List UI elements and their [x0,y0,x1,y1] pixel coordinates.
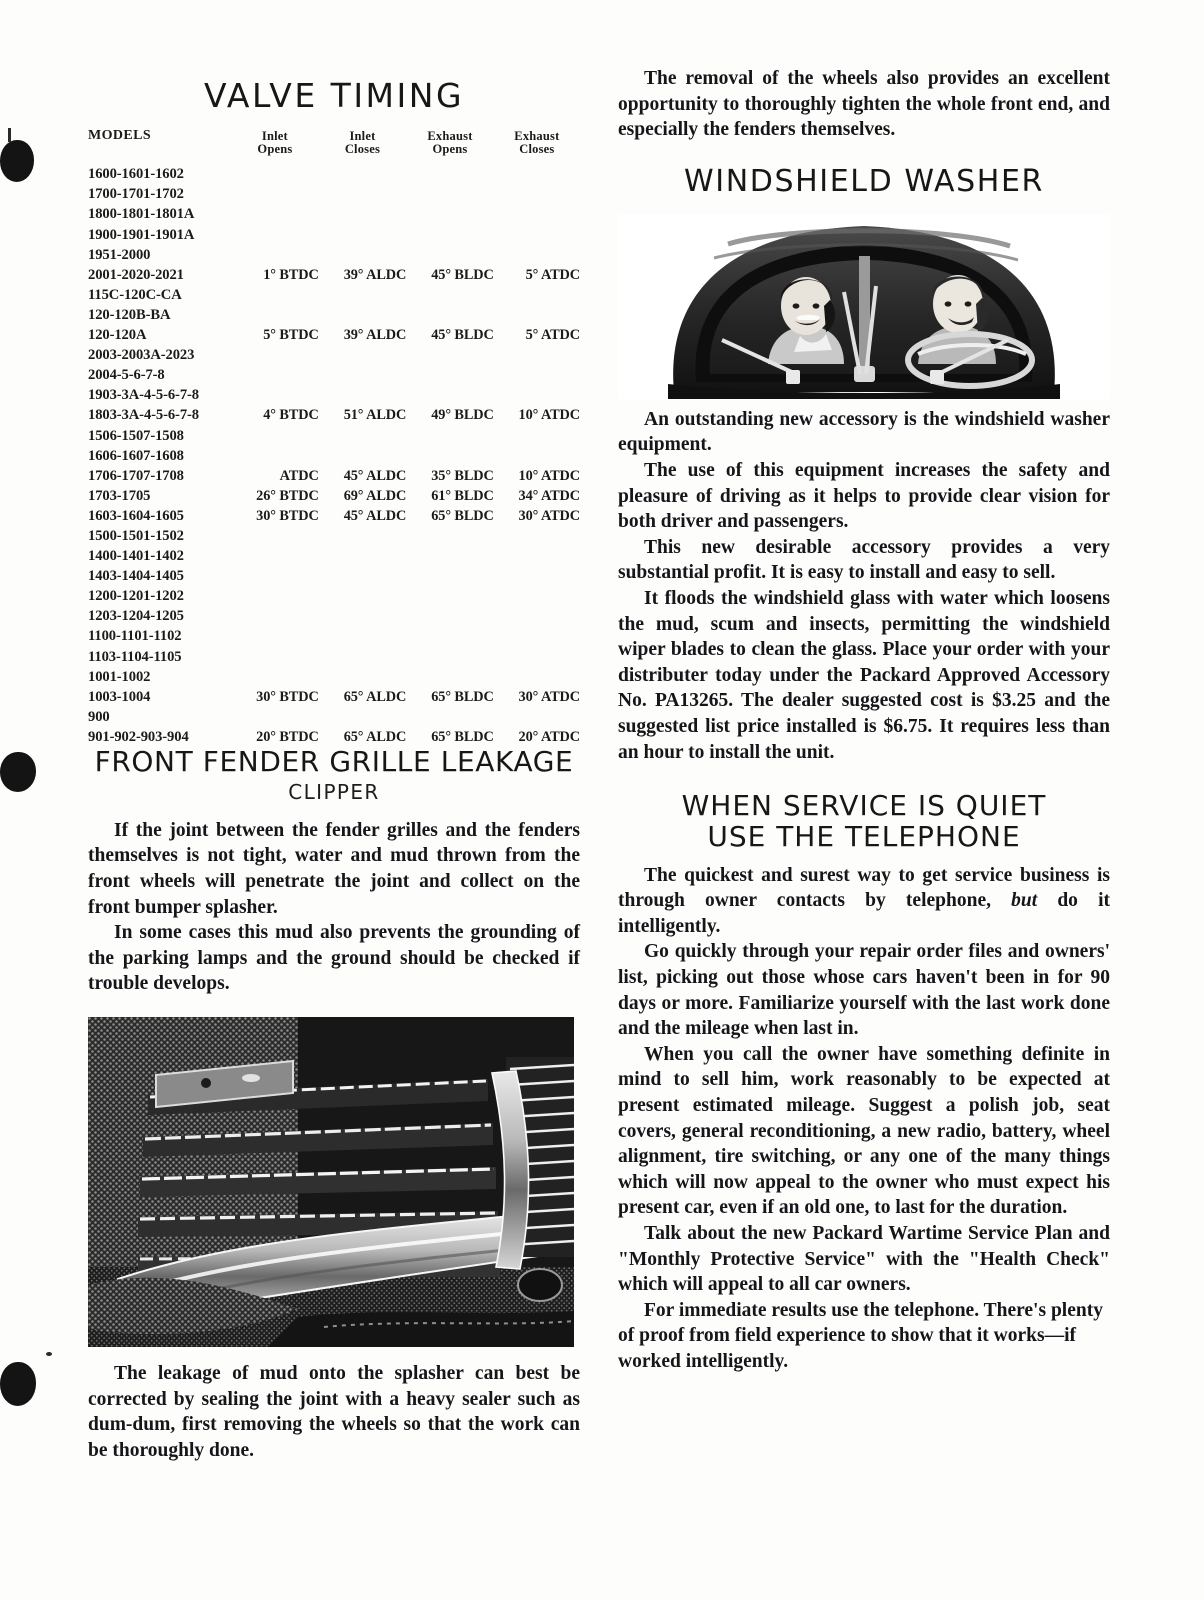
model-cell: 1200-1201-1202 [88,588,184,605]
inlet-closes-cell [319,647,407,667]
table-row [88,586,580,606]
telephone-heading-line-2: USE THE TELEPHONE [707,819,1021,853]
model-cell: 1203-1204-1205 [88,608,184,625]
telephone-p1-post: do it intelligently. [618,890,1110,937]
inlet-closes-cell [319,184,407,204]
table-row [88,265,580,285]
exhaust-opens-cell [406,446,494,466]
exhaust-opens-cell [406,546,494,566]
inlet-opens-cell [231,225,319,245]
exhaust-closes-cell: 34° ATDC [518,487,580,504]
exhaust-opens-cell [406,626,494,646]
table-row [88,446,580,466]
exhaust-closes-cell [494,606,580,626]
right-column [618,66,1110,1375]
inlet-opens-cell: 4° BTDC [263,407,319,424]
exhaust-opens-cell: 65° BLDC [431,688,494,705]
telephone-paragraph-4: Talk about the new Packard Wartime Service Plan and "Monthly Protective Service" with the "Health Check" which will appeal to all car owners. [618,1223,1110,1296]
exhaust-opens-cell [406,606,494,626]
inlet-opens-cell [231,204,319,224]
table-row [88,687,580,707]
inlet-closes-cell [319,305,407,325]
exhaust-closes-cell [494,184,580,204]
model-cell: 1951-2000 [88,246,151,263]
column-header-exhaust-closes: Exhaust Closes [514,129,560,156]
grille-illustration [88,1017,574,1347]
table-row [88,405,580,425]
inlet-opens-cell [231,245,319,265]
column-header-exhaust-opens: Exhaust Opens [427,129,473,156]
inlet-closes-cell [319,285,407,305]
windshield-washer-heading: WINDSHIELD WASHER [684,163,1044,199]
inlet-opens-cell [231,606,319,626]
inlet-closes-cell [319,345,407,365]
inlet-opens-cell: ATDC [279,467,319,484]
washer-paragraph-4: It floods the windshield glass with water which loosens the mud, scum and insects, permitting the windshield wiper blades to clean the glass. Place your order with your distributer today under the Packard Approved Accessory No. PA13265. The dealer suggested cost is $3.25 and the suggested list price installed is $6.75. It requires less than an hour to install the unit. [618,587,1110,763]
inlet-opens-cell [231,345,319,365]
exhaust-closes-cell: 5° ATDC [525,266,580,283]
model-cell: 1603-1604-1605 [88,507,184,524]
exhaust-closes-cell [494,305,580,325]
exhaust-opens-cell: 61° BLDC [431,487,494,504]
model-cell: 2004-5-6-7-8 [88,367,165,384]
exhaust-closes-cell: 20° ATDC [518,728,580,745]
telephone-paragraph-2: Go quickly through your repair order files and owners' list, picking out those whose cars haven't been in for 90 days or more. Familiarize yourself with the last work done and the mileage when last in. [618,941,1110,1040]
exhaust-closes-cell [494,566,580,586]
inlet-opens-cell [231,566,319,586]
front-fender-grille-photo [88,1017,574,1347]
model-cell: 901-902-903-904 [88,728,189,745]
fender-grille-subheading: CLIPPER [288,779,380,804]
model-cell: 1003-1004 [88,688,151,705]
model-cell: 115C-120C-CA [88,286,182,303]
left-column [88,66,580,1463]
exhaust-opens-cell [406,345,494,365]
table-row [88,184,580,204]
model-cell: 1103-1104-1105 [88,648,182,665]
column-header-inlet-closes: Inlet Closes [344,129,381,156]
exhaust-closes-cell [494,526,580,546]
exhaust-opens-cell [406,365,494,385]
table-row [88,345,580,365]
exhaust-closes-cell [494,446,580,466]
model-cell: 120-120B-BA [88,306,171,323]
intro-paragraph: The removal of the wheels also provides an excellent opportunity to thoroughly tighten the whole front end, and especially the fenders themselves. [618,68,1110,141]
inlet-opens-cell [231,385,319,405]
inlet-closes-cell [319,526,407,546]
exhaust-opens-cell [406,707,494,727]
exhaust-opens-cell: 45° BLDC [431,266,494,283]
inlet-closes-cell [319,667,407,687]
model-cell: 120-120A [88,327,147,344]
exhaust-opens-cell [406,285,494,305]
model-cell: 1606-1607-1608 [88,447,184,464]
exhaust-closes-cell: 10° ATDC [518,467,580,484]
model-cell: 1700-1701-1702 [88,186,184,203]
inlet-opens-cell [231,626,319,646]
telephone-paragraph-5: For immediate results use the telephone. There's plenty of proof from field experience to show that it works—if worked intelligently. [618,1299,1103,1372]
exhaust-opens-cell [406,204,494,224]
exhaust-closes-cell [494,667,580,687]
inlet-opens-cell [231,707,319,727]
inlet-closes-cell [319,606,407,626]
windshield-washer-photo [618,214,1110,399]
model-cell: 900 [88,708,110,725]
scan-artifact [8,128,11,142]
model-cell: 1903-3A-4-5-6-7-8 [88,387,199,404]
inlet-closes-cell [319,365,407,385]
model-cell: 1100-1101-1102 [88,628,182,645]
table-row [88,526,580,546]
table-row [88,245,580,265]
table-row [88,486,580,506]
inlet-closes-cell: 69° ALDC [343,487,407,504]
table-row [88,667,580,687]
model-cell: 1900-1901-1901A [88,226,195,243]
exhaust-closes-cell [494,626,580,646]
inlet-closes-cell [319,245,407,265]
inlet-opens-cell [231,526,319,546]
inlet-closes-cell: 45° ALDC [343,507,407,524]
inlet-opens-cell: 1° BTDC [263,266,319,283]
telephone-p1-emphasis: but [1011,890,1038,912]
table-row [88,204,580,224]
exhaust-opens-cell [406,566,494,586]
scan-artifact [46,1352,52,1356]
inlet-closes-cell [319,446,407,466]
model-cell: 1506-1507-1508 [88,427,184,444]
exhaust-closes-cell [494,225,580,245]
inlet-closes-cell: 51° ALDC [343,407,407,424]
inlet-closes-cell [319,586,407,606]
exhaust-closes-cell [494,546,580,566]
model-cell: 2003-2003A-2023 [88,347,195,364]
exhaust-opens-cell [406,225,494,245]
inlet-opens-cell [231,285,319,305]
table-row [88,365,580,385]
exhaust-opens-cell [406,586,494,606]
inlet-closes-cell [319,707,407,727]
exhaust-opens-cell: 35° BLDC [431,467,494,484]
telephone-heading [618,791,1110,853]
model-cell: 1706-1707-1708 [88,467,184,484]
table-row [88,225,580,245]
inlet-closes-cell: 39° ALDC [343,327,407,344]
exhaust-opens-cell [406,245,494,265]
exhaust-opens-cell: 45° BLDC [431,327,494,344]
inlet-closes-cell: 65° ALDC [343,688,407,705]
exhaust-closes-cell: 5° ATDC [525,327,580,344]
exhaust-closes-cell [494,204,580,224]
inlet-closes-cell [319,225,407,245]
fender-paragraph-1: If the joint between the fender grilles and the fenders themselves is not tight, water and mud thrown from the front wheels will penetrate the joint and collect on the front bumper splasher. [88,819,580,918]
exhaust-opens-cell [406,667,494,687]
exhaust-opens-cell [406,184,494,204]
exhaust-closes-cell [494,365,580,385]
table-row [88,626,580,646]
exhaust-closes-cell [494,586,580,606]
washer-paragraph-3: This new desirable accessory provides a very substantial profit. It is easy to install and easy to sell. [618,536,1110,584]
table-row [88,506,580,526]
fender-grille-heading: FRONT FENDER GRILLE LEAKAGE [94,745,574,779]
table-row [88,566,580,586]
punch-hole-mark [0,1362,36,1406]
model-cell: 1803-3A-4-5-6-7-8 [88,407,199,424]
model-cell: 1403-1404-1405 [88,568,184,585]
inlet-closes-cell: 39° ALDC [343,266,407,283]
inlet-closes-cell: 65° ALDC [343,728,407,745]
exhaust-closes-cell [494,707,580,727]
inlet-opens-cell: 26° BTDC [256,487,319,504]
telephone-paragraph-3: When you call the owner have something definite in mind to sell him, work reasonably to be expected at present estimated mileage. Suggest a polish job, seat covers, general reconditioning, a new radio, battery, wheel alignment, tire switching, or any one of the many things which will now appeal to the owner who must expect his present car, even if an old one, to last for the duration. [618,1043,1110,1219]
exhaust-closes-cell: 30° ATDC [518,507,580,524]
inlet-opens-cell [231,586,319,606]
inlet-opens-cell [231,184,319,204]
exhaust-closes-cell [494,345,580,365]
table-row [88,727,580,747]
model-cell: 1600-1601-1602 [88,166,184,183]
table-header-row [88,130,580,164]
exhaust-opens-cell: 65° BLDC [431,507,494,524]
inlet-opens-cell [231,546,319,566]
inlet-opens-cell [231,667,319,687]
valve-timing-table [88,130,580,747]
exhaust-opens-cell [406,647,494,667]
table-row [88,647,580,667]
inlet-closes-cell [319,204,407,224]
fender-paragraph-2: In some cases this mud also prevents the grounding of the parking lamps and the ground should be checked if trouble develops. [88,922,580,995]
telephone-heading-line-1: WHEN SERVICE IS QUIET [681,789,1047,823]
exhaust-closes-cell [494,647,580,667]
inlet-opens-cell: 20° BTDC [256,728,319,745]
table-row [88,385,580,405]
model-cell: 1001-1002 [88,668,151,685]
exhaust-opens-cell: 49° BLDC [431,407,494,424]
telephone-paragraph-1 [618,863,1110,940]
valve-timing-heading: VALVE TIMING [203,76,465,115]
column-header-models: MODELS [88,128,152,144]
exhaust-closes-cell: 10° ATDC [518,407,580,424]
exhaust-opens-cell [406,385,494,405]
model-cell: 1703-1705 [88,487,151,504]
inlet-closes-cell: 45° ALDC [343,467,407,484]
punch-hole-mark [0,752,36,792]
model-cell: 1500-1501-1502 [88,527,184,544]
inlet-closes-cell [319,385,407,405]
model-cell: 1400-1401-1402 [88,548,184,565]
washer-paragraph-1: An outstanding new accessory is the windshield washer equipment. [618,408,1110,456]
exhaust-closes-cell [494,426,580,446]
inlet-opens-cell: 30° BTDC [256,688,319,705]
punch-hole-mark [0,140,34,182]
exhaust-closes-cell [494,385,580,405]
model-cell: 1800-1801-1801A [88,206,195,223]
table-row [88,164,580,184]
exhaust-closes-cell [494,285,580,305]
inlet-closes-cell [319,164,407,184]
washer-paragraph-2: The use of this equipment increases the safety and pleasure of driving as it helps to provide clear vision for both driver and passengers. [618,459,1110,533]
table-row [88,466,580,486]
inlet-opens-cell [231,365,319,385]
exhaust-opens-cell [406,526,494,546]
inlet-closes-cell [319,426,407,446]
table-row [88,285,580,305]
table-row [88,305,580,325]
table-row [88,606,580,626]
inlet-opens-cell [231,164,319,184]
telephone-p1-pre: The quickest and surest way to get service business is through owner contacts by telephone, [618,864,1110,912]
table-row [88,546,580,566]
inlet-opens-cell [231,647,319,667]
exhaust-closes-cell: 30° ATDC [518,688,580,705]
exhaust-opens-cell [406,426,494,446]
inlet-closes-cell [319,546,407,566]
inlet-opens-cell: 5° BTDC [263,327,319,344]
column-header-inlet-opens: Inlet Opens [257,129,293,156]
inlet-closes-cell [319,626,407,646]
inlet-opens-cell [231,426,319,446]
fender-photo-caption-paragraph: The leakage of mud onto the splasher can best be corrected by sealing the joint with a heavy sealer such as dum-dum, first removing the wheels so that the work can be thoroughly done. [88,1362,580,1461]
table-row [88,325,580,345]
exhaust-opens-cell: 65° BLDC [431,728,494,745]
exhaust-opens-cell [406,305,494,325]
exhaust-closes-cell [494,164,580,184]
table-row [88,426,580,446]
exhaust-closes-cell [494,245,580,265]
windshield-illustration [618,214,1110,399]
exhaust-opens-cell [406,164,494,184]
inlet-opens-cell [231,446,319,466]
model-cell: 2001-2020-2021 [88,266,184,283]
table-row [88,707,580,727]
inlet-opens-cell [231,305,319,325]
inlet-opens-cell: 30° BTDC [256,507,319,524]
inlet-closes-cell [319,566,407,586]
